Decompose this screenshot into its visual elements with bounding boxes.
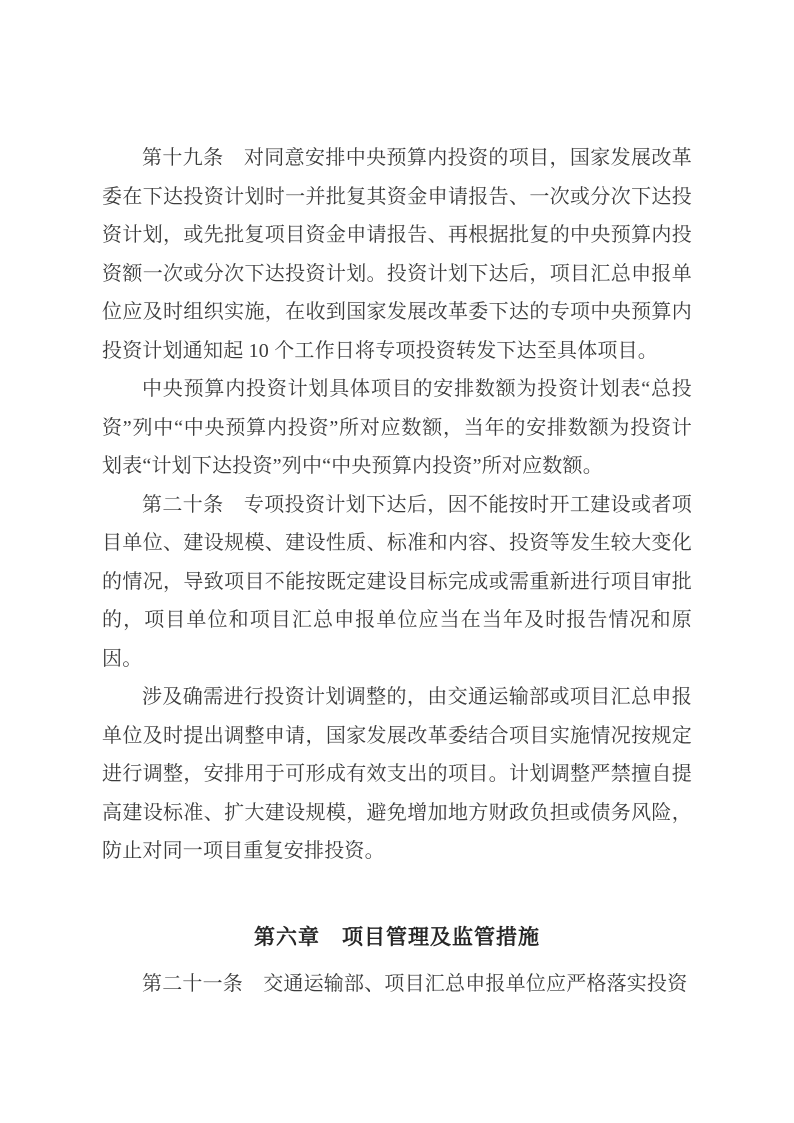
body-paragraph: 第十九条 对同意安排中央预算内投资的项目，国家发展改革委在下达投资计划时一并批复其资金申请报告、一次或分次下达投资计划，或先批复项目资金申请报告、再根据批复的中央预算内投资额一次或分次下达投资计划。投资计划下达后，项目汇总申报单位应及时组织实施，在收到国家发展改革委下达的专项中央预算内投资计划通知起 10 个工作日将专项投资转发下达至具体项目。 xyxy=(102,147,692,362)
chapter-heading: 第六章 项目管理及监管措施 xyxy=(254,925,540,949)
body-paragraph: 第二十一条 交通运输部、项目汇总申报单位应严格落实投资 xyxy=(142,973,688,995)
body-paragraph: 第二十条 专项投资计划下达后，因不能按时开工建设或者项目单位、建设规模、建设性质、标准和内容、投资等发生较大变化的情况，导致项目不能按既定建设目标完成或需重新进行项目审批的，项目单位和项目汇总申报单位应当在当年及时报告情况和原因。 xyxy=(102,493,692,670)
body-paragraph: 涉及确需进行投资计划调整的，由交通运输部或项目汇总申报单位及时提出调整申请，国家发展改革委结合项目实施情况按规定进行调整，安排用于可形成有效支出的项目。计划调整严禁擅自提高建设标准、扩大建设规模，避免增加地方财政负担或债务风险，防止对同一项目重复安排投资。 xyxy=(102,686,692,862)
page-content xyxy=(102,139,692,1004)
body-paragraph: 中央预算内投资计划具体项目的安排数额为投资计划表“总投资”列中“中央预算内投资”所对应数额，当年的安排数额为投资计划表“计划下达投资”列中“中央预算内投资”所对应数额。 xyxy=(102,378,692,477)
